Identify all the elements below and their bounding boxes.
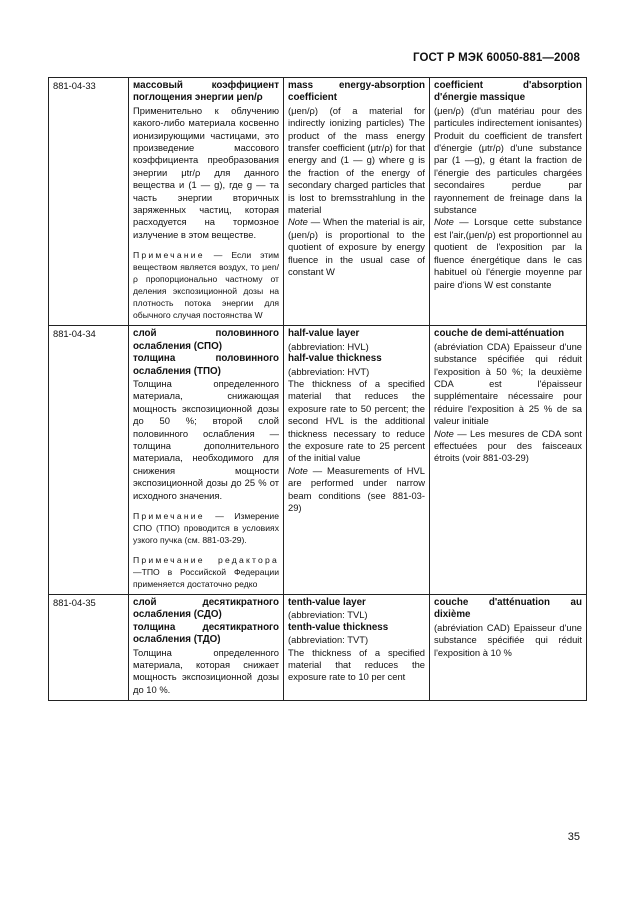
french-note [434,428,582,465]
english-abbreviation: (abbreviation: HVT) [288,365,370,377]
french-abbreviation: (abréviation CDA) [434,340,510,352]
note-text: — Lorsque cette substance est l'air,(μen/ρ) est proportionnel au quotient de l'exposition par la fluence énergétique dans le cas habituel où l'énergie moyenne par paire d'ions W est constante [434,216,582,290]
table-row [49,326,587,595]
note-label: Примечание редактора [133,554,279,565]
russian-note [133,510,279,546]
english-term: tenth-value thickness [288,621,389,633]
russian-term: массовый коэффициент поглощения энергии μen/ρ [133,80,279,104]
note-text: — Если этим веществом является воздух, то μen/ρ пропорционально частному от деления экспозиционной дозы на плотность потока энергии для обычного случая постоянства W [133,250,279,321]
english-abbreviation: (abbreviation: HVL) [288,340,369,352]
french-entry [430,326,587,595]
note-text: — Les mesures de CDA sont effectuées pour des faisceaux étroits (voir 881-03-29) [434,427,582,464]
english-definition: (μen/ρ) (of a material for indirectly ionizing particles) The product of the mass energy transfer coefficient (μtr/ρ) for that energy and (1 — g) where g is the fraction of the energy of secondary charged particles that is lost to bremsstrahlung in the material [288,104,425,216]
note-label: Note [434,216,454,228]
french-definition: Epaisseur d'une substance spécifiée qui réduit l'exposition à 50 %; la deuxième CDA est l'épaisseur supplémentaire nécessaire pour réduire l'exposition à 25 % de sa valeur initiale [434,340,582,427]
french-entry [430,594,587,700]
table-row [49,594,587,700]
english-abbreviation: (abbreviation: TVT) [288,634,369,646]
english-abbreviation: (abbreviation: TVL) [288,609,368,621]
french-term: couche de demi-atténuation [434,328,565,340]
note-label: Note [434,427,454,439]
note-text: — Измерение СПО (ТПО) проводится в условиях узкого пучка (см. 881-03-29). [133,510,279,545]
note-label: Примечание [133,250,205,261]
russian-term: слой половинного ослабления (СПО) [133,328,279,352]
russian-entry [129,326,284,595]
english-note [288,216,425,278]
note-text: — When the material is air, (μen/ρ) is proportional to the quotient of exposure by energy fluence in the usual case of constant W [288,216,425,278]
terminology-table [48,77,587,701]
english-entry [284,326,430,595]
english-definition: The thickness of a specified material that reduces the exposure rate to 50 percent; the second HVL is the additional thickness necessary to reduce the exposure rate to 25 percent of the initial value [288,377,425,464]
english-entry [284,78,430,326]
french-term: couche d'atténuation au dixième [434,596,582,621]
note-label: Note [288,216,308,228]
russian-definition: Толщина определенного материала, снижающая мощность экспозиционной дозы до 50 %; второй слой половинного ослабления — толщина дополнительного материала, необходимого для снижения мощности экспозиционной дозы до 25 % от исходного значения. [133,377,279,501]
russian-term: толщина десятикратного ослабления (ТДО) [133,621,279,646]
russian-entry [129,594,284,700]
french-entry [430,78,587,326]
english-note [288,465,425,515]
english-term: half-value thickness [288,353,382,365]
table-row [49,78,587,326]
note-text: — Measurements of HVL are performed under narrow beam conditions (see 881-03-29) [288,464,425,513]
term-code: 881-04-34 [49,326,129,595]
english-term: mass energy-absorption coefficient [288,80,425,104]
russian-entry [129,78,284,326]
term-code: 881-04-33 [49,78,129,326]
french-term: coefficient d'absorption d'énergie massique [434,80,582,104]
english-entry [284,594,430,700]
english-definition: The thickness of a specified material that reduces the exposure rate to 10 per cent [288,646,425,683]
french-note [434,216,582,290]
russian-definition: Применительно к облучению какого-либо материала косвенно ионизирующими частицами, это произведение массового коэффициента преобразования энергии μtr/ρ для данного вещества и (1 — g), где g — та часть энергии вторичных заряженных частиц, которая расходуется на тормозное излучение в этом веществе. [133,104,279,240]
note-label: Примечание [133,510,205,521]
russian-term: слой десятикратного ослабления (СДО) [133,596,279,621]
russian-term: толщина половинного ослабления (ТПО) [133,353,279,377]
page-number: 35 [567,831,580,843]
term-code: 881-04-35 [49,594,129,700]
note-label: Note [288,464,308,476]
english-term: tenth-value layer [288,596,366,608]
russian-definition: Толщина определенного материала, которая снижает мощность экспозиционной дозы до 10 %. [133,646,279,695]
french-definition: Epaisseur d'une substance spécifiée qui réduit l'exposition à 10 % [434,621,582,658]
russian-note [133,249,279,321]
english-term: half-value layer [288,328,360,340]
french-abbreviation: (abréviation CAD) [434,621,510,633]
russian-editor-note [133,554,279,590]
french-definition: (μen/ρ) (d'un matériau pour des particules indirectement ionisantes) Produit du coefficient de transfert d'énergie (μtr/ρ) d'une substance par (1 —g), g étant la fraction de l'énergie des particules chargées secondaires perdue par rayonnement de freinage dans la substance [434,104,582,216]
note-text: —ТПО в Российской Федерации применяется достаточно редко [133,566,279,589]
document-header: ГОСТ Р МЭК 60050-881—2008 [413,52,580,64]
